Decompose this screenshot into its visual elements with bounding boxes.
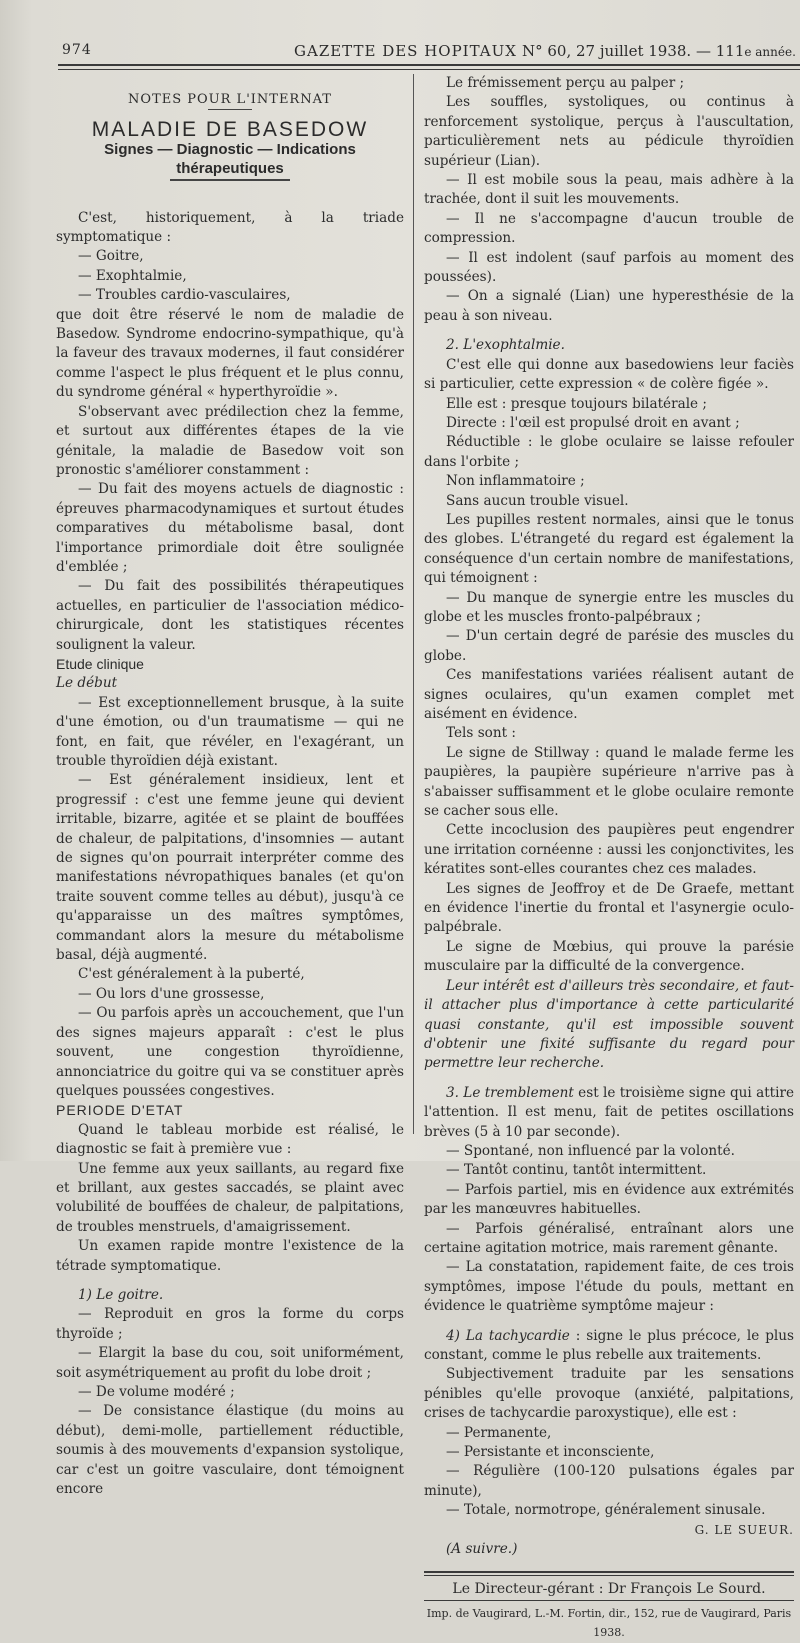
list-item: — De volume modéré ;	[78, 1384, 235, 1400]
paragraph: — Du fait des possibilités thérapeutiques actuelles, en particulier de l'association médico-chirurgicale, dont les statistiques récentes soulignent la valeur.	[56, 578, 404, 653]
list-item: — De consistance élastique (du moins au début), demi-molle, partiellement réductible, soumis à des mouvements d'expansion systolique, car c'est un goitre vasculaire, dont témoignent encore	[56, 1403, 404, 1498]
tachycardie-text: : signe le plus précoce, le plus constant, comme le plus rebelle aux traitements.	[424, 1327, 794, 1363]
heading-periode-etat: PERIODE D'ETAT	[56, 1102, 184, 1119]
paragraph: Le frémissement perçu au palper ;	[446, 75, 685, 91]
list-item: — Permanente,	[446, 1424, 552, 1441]
tremblement-paragraph	[424, 1084, 794, 1142]
heading-debut: Le début	[56, 675, 118, 692]
paragraph: Une femme aux yeux saillants, au regard fixe et brillant, aux gestes saccadés, se plaint avec volubilité de bouffées de chaleur, de palpitations, de troubles menstruels, d'amaigrissement.	[56, 1160, 404, 1235]
list-item: — La constatation, rapidement faite, de ces trois symptômes, impose l'étude du pouls, mettant en évidence le quatrième symptôme majeur :	[424, 1259, 794, 1315]
page-header	[40, 38, 800, 62]
paragraph: — On a signalé (Lian) une hyperesthésie de la peau à son niveau.	[424, 288, 794, 324]
to-be-continued: (A suivre.)	[446, 1541, 518, 1558]
paragraph: Le signe de Stillway : quand le malade ferme les paupières, la paupière supérieure n'arrive pas à s'abaisser suffisamment et le globe oculaire remonte se cacher sous elle.	[424, 744, 794, 820]
list-item: — Reproduit en gros la forme du corps thyroïde ;	[56, 1306, 404, 1342]
header-rule-thin	[58, 69, 800, 70]
paragraph: Sans aucun trouble visuel.	[446, 492, 629, 509]
paragraph: S'observant avec prédilection chez la femme, et surtout aux différentes étapes de la vie génitale, la maladie de Basedow voit son pronostic s'améliorer constamment :	[56, 403, 404, 478]
paragraph: Quand le tableau morbide est réalisé, le diagnostic se fait à première vue :	[56, 1121, 404, 1158]
paragraph: Un examen rapide montre l'existence de la tétrade symptomatique.	[56, 1238, 404, 1274]
page-number: 974	[62, 42, 92, 58]
paragraph: Le signe de Mœbius, qui prouve la parésie musculaire par la difficulté de la convergence.	[424, 938, 794, 975]
intro-line: — Exophtalmie,	[78, 267, 187, 284]
journal-title: GAZETTE DES HOPITAUX	[294, 42, 517, 60]
paragraph: — D'un certain degré de parésie des muscles du globe.	[424, 628, 794, 664]
spacer	[424, 1074, 794, 1084]
intro-line: — Goitre,	[78, 248, 144, 265]
paragraph: — Ou parfois après un accouchement, que l'un des signes majeurs apparaît : c'est le plus souvent, une congestion thyroïdienne, annonciatrice du goitre qui va se constituer après quelques poussées congestives.	[56, 1005, 404, 1099]
list-item: — Totale, normotrope, généralement sinusale.	[446, 1502, 766, 1519]
paragraph: — Ou lors d'une grossesse,	[78, 985, 265, 1002]
paragraph: C'est généralement à la puberté,	[78, 966, 305, 983]
spacer	[424, 326, 794, 336]
tachycardie-paragraph	[424, 1327, 794, 1366]
header-rule	[58, 64, 800, 66]
author-signature: G. LE SUEUR.	[694, 1522, 794, 1537]
paragraph: Ces manifestations variées réalisent autant de signes oculaires, qu'un examen complet met aisément en évidence.	[424, 667, 794, 722]
section-title: NOTES POUR L'INTERNAT	[128, 92, 332, 107]
list-item: — Persistante et inconsciente,	[446, 1444, 655, 1461]
paragraph: — Est généralement insidieux, lent et progressif : c'est une femme jeune qui devient irritable, bizarre, agitée et se plaint de bouffées de chaleur, de palpitations, d'insomnies — autant de signes qu'on pourrait interpréter comme des manifestations névropathiques banales (et qu'on traite souvent comme telles au début), jusqu'à ce qu'apparaisse un des maîtres symptômes, commandant alors la mesure du métabolisme basal, déjà augmenté.	[56, 772, 404, 964]
paragraph: — Du manque de synergie entre les muscles du globe et les muscles fronto-palpébraux ;	[424, 589, 794, 625]
article-subtitle: Signes — Diagnostic — Indications thérapeutiques	[104, 140, 356, 178]
article-title: MALADIE DE BASEDOW	[91, 118, 369, 142]
list-item: — Parfois généralisé, entraînant alors une certaine agitation motrice, mais rarement gênante.	[424, 1220, 794, 1256]
intro-line: C'est, historiquement, à la triade symptomatique :	[56, 209, 404, 246]
paragraph: Les souffles, systoliques, ou continus à renforcement systolique, perçus à l'auscultation, particulièrement nets au pédicule thyroïdien supérieur (Lian).	[424, 94, 794, 169]
footer-rule-thin	[424, 1575, 794, 1576]
heading-goitre: 1) Le goitre.	[78, 1286, 164, 1303]
imprint-line: Imp. de Vaugirard, L.-M. Fortin, dir., 152, rue de Vaugirard, Paris 1938.	[424, 1600, 794, 1643]
paragraph: Tels sont :	[446, 725, 516, 742]
short-rule	[208, 109, 252, 110]
issue-date: N° 60, 27 juillet 1938. — 111	[522, 42, 745, 60]
paragraph: Leur intérêt est d'ailleurs très secondaire, et faut-il attacher plus d'importance à cette particularité quasi constante, qu'il est impossible souvent d'obtenir une fixité suffisante du regard pour permettre leur recherche.	[424, 977, 794, 1072]
paragraph: — Est exceptionnellement brusque, à la suite d'une émotion, ou d'un traumatisme — qui ne font, en fait, que révéler, en l'exagérant, un trouble thyroïdien déjà existant.	[56, 694, 404, 769]
column-separator	[413, 74, 414, 1134]
paragraph: Les signes de Jeoffroy et de De Graefe, mettant en évidence l'inertie du frontal et l'asynergie oculo-palpébrale.	[424, 880, 794, 936]
heading-exophtalmie: 2. L'exophtalmie.	[446, 337, 565, 354]
director-line: Le Directeur-gérant : Dr François Le Sourd.	[452, 1581, 766, 1598]
paragraph: — Il est indolent (sauf parfois au moment des poussées).	[424, 249, 794, 286]
right-column	[424, 74, 794, 1643]
list-item: — Spontané, non influencé par la volonté.	[446, 1142, 735, 1159]
intro-line: — Troubles cardio-vasculaires,	[78, 287, 291, 304]
paragraph: — Il ne s'accompagne d'aucun trouble de compression.	[424, 210, 794, 247]
issue-info	[522, 42, 796, 60]
spacer	[56, 1276, 404, 1286]
spacer	[424, 1317, 794, 1327]
paragraph: — Du fait des moyens actuels de diagnostic : épreuves pharmacodynamiques et surtout études comparatives du métabolisme basal, dont l'importance primordiale doit être soulignée d'emblée ;	[56, 481, 404, 575]
paragraph: Non inflammatoire ;	[446, 473, 585, 490]
list-item: — Parfois partiel, mis en évidence aux extrémités par les manœuvres habituelles.	[424, 1181, 794, 1218]
paragraph: Directe : l'œil est propulsé droit en avant ;	[446, 414, 740, 431]
list-item: — Tantôt continu, tantôt intermittent.	[446, 1162, 707, 1179]
heading-tremblement: 3. Le tremblement	[446, 1084, 574, 1101]
list-item: — Elargit la base du cou, soit uniformément, soit asymétriquement au profit du lobe droit ;	[56, 1345, 404, 1381]
paragraph: — Il est mobile sous la peau, mais adhère à la trachée, dont il suit les mouvements.	[424, 172, 794, 208]
paragraph: Cette incoclusion des paupières peut engendrer une irritation cornéenne : aussi les conjonctivites, les kératites sont-elles courantes chez ces malades.	[424, 822, 794, 878]
tremblement-text: est le troisième signe qui attire l'attention. Il est menu, fait de petites oscillations brèves (5 à 10 par seconde).	[424, 1084, 795, 1140]
paragraph: Les pupilles restent normales, ainsi que le tonus des globes. L'étrangeté du regard est également la conséquence d'un certain nombre de manifestations, qui témoignent :	[424, 511, 794, 587]
paragraph: C'est elle qui donne aux basedowiens leur faciès si particulier, cette expression « de colère figée ».	[424, 356, 794, 393]
heading-etude-clinique: Etude clinique	[56, 655, 144, 672]
footer-rule	[424, 1571, 794, 1573]
paragraph: que doit être réservé le nom de maladie de Basedow. Syndrome endocrino-sympathique, qu'à la faveur des travaux modernes, il faut considérer comme l'aspect le plus fréquent et le plus connu, du syndrome général « hyperthyroïdie ».	[56, 306, 404, 401]
paragraph: Réductible : le globe oculaire se laisse refouler dans l'orbite ;	[424, 434, 794, 470]
left-column	[56, 90, 404, 1499]
issue-suffix: e année.	[744, 45, 796, 59]
list-item: — Régulière (100-120 pulsations égales par minute),	[424, 1463, 794, 1499]
title-rule	[170, 179, 290, 181]
paragraph: Subjectivement traduite par les sensations pénibles qu'elle provoque (anxiété, palpitations, crises de tachycardie paroxystique), elle est :	[424, 1366, 794, 1422]
heading-tachycardie: 4) La tachycardie	[446, 1327, 570, 1344]
paragraph: Elle est : presque toujours bilatérale ;	[446, 395, 707, 412]
